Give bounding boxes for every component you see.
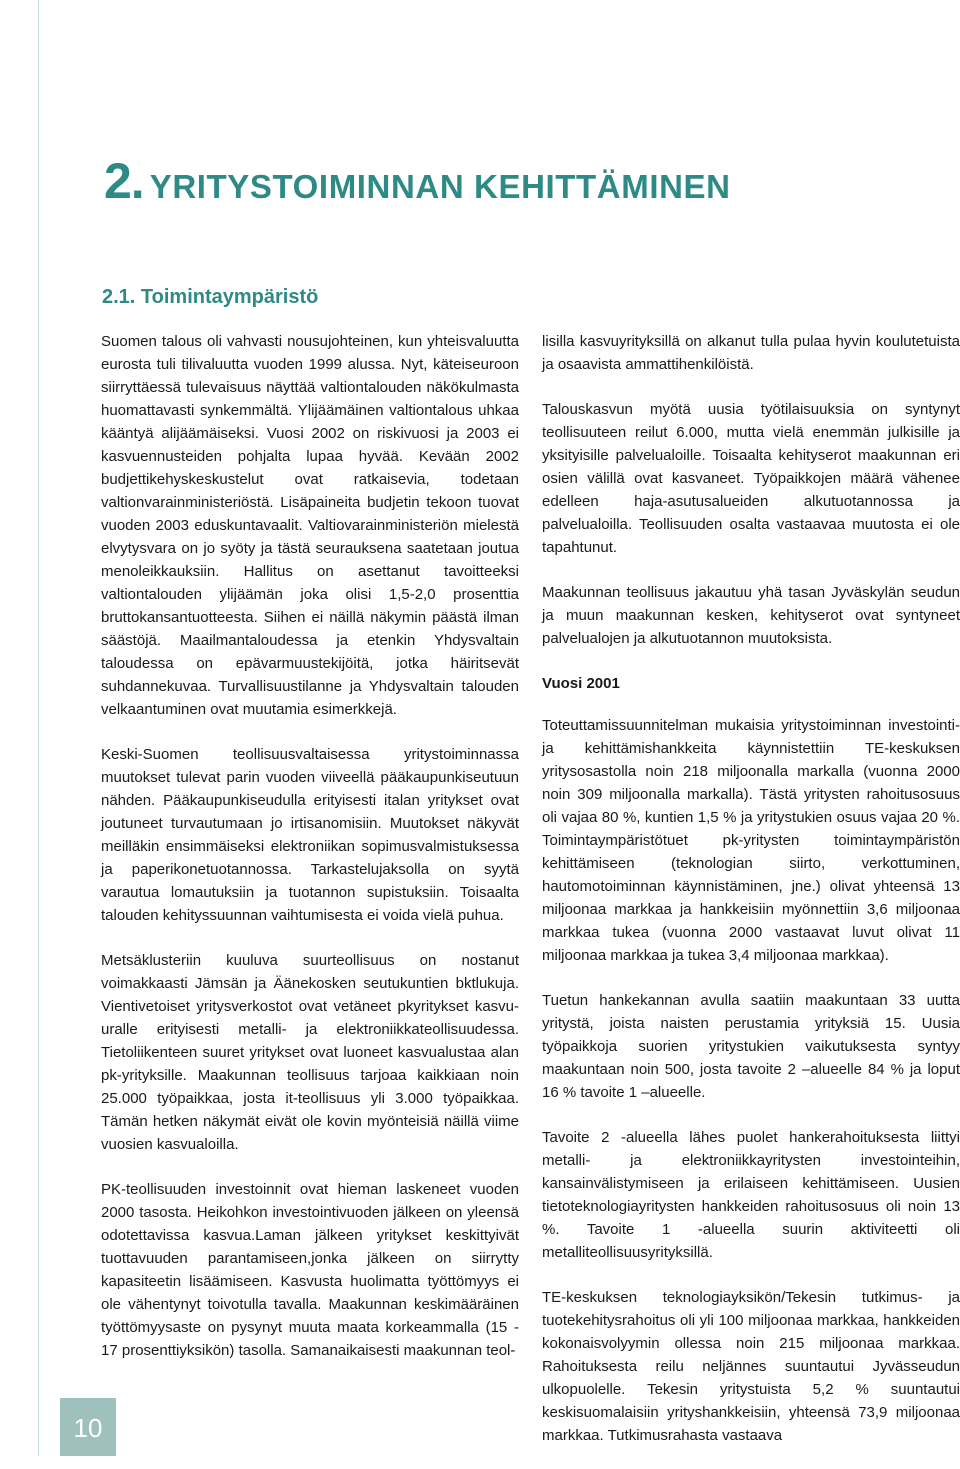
paragraph: Toteuttamissuunnitelman mukaisia yritystoiminnan investointi- ja kehittämishankkeita käynnistettiin TE-keskuksen yritysosastolla noin 218 miljoonalla markalla (vuonna 2000 noin 309 miljoonalla markalla). Tästä yritysten rahoitusosuus oli vajaa 80 %, kuntien 1,5 % ja yritystukien osuus vajaa 20 %. Toimintaympäristötuet pk-yritysten toimintaympäristön kehittämiseen (teknologian siirto, verkottuminen, hautomotoiminnan käynnistäminen, jne.) olivat yhteensä 13 miljoonaa markkaa ja hankkeisiin myönnettiin 3,6 miljoonaa markkaa tukea (vuonna 2000 vastaavat luvut olivat 11 miljoonaa markkaa ja tukea 3,4 miljoonaa markkaa). bbox=[542, 717, 960, 964]
chapter-heading bbox=[104, 152, 731, 210]
paragraph: Tavoite 2 -alueella lähes puolet hankerahoituksesta liittyi metalli- ja elektroniikkayritysten investointeihin, kansainvälistymiseen ja erilaiseen kehittämiseen. Uusien tietoteknologiayritysten hankkeiden rahoitusosuus oli noin 13 %. Tavoite 1 -alueella suurin aktiviteetti oli metalliteollisuusyrityksillä. bbox=[542, 1129, 960, 1261]
page-margin-rule bbox=[0, 0, 39, 1456]
left-column bbox=[101, 330, 519, 1384]
paragraph: lisilla kasvuyrityksillä on alkanut tulla pulaa hyvin koulutetuista ja osaavista ammattihenkilöistä. bbox=[542, 333, 960, 373]
subheading-year: Vuosi 2001 bbox=[542, 675, 620, 692]
page-number: 10 bbox=[60, 1398, 116, 1456]
paragraph: PK-teollisuuden investoinnit ovat hieman laskeneet vuoden 2000 tasosta. Heikohkon investointivuoden jälkeen on yleensä odotettavissa kasvua.Laman jälkeen yritykset keskittyivät tuottavuuden parantamiseen,jonka jälkeen on siirrytty kapasiteetin lisäämiseen. Kasvusta huolimatta työttömyys ei ole vähentynyt toivotulla tavalla. Maakunnan keskimääräinen työttömyysaste on pysynyt muuta maata korkeammalla (15 - 17 prosenttiyksikön) tasolla. Samanaikaisesti maakunnan teol- bbox=[101, 1181, 519, 1359]
chapter-number: 2. bbox=[104, 153, 144, 209]
section-title: 2.1. Toimintaympäristö bbox=[102, 286, 319, 308]
paragraph: Metsäklusteriin kuuluva suurteollisuus on nostanut voimakkaasti Jämsän ja Äänekosken seutukuntien bktlukuja. Vientivetoiset yritysverkostot ovat vetäneet pkyritykset kasvu-uralle erityisesti metalli- ja elektroniikkateollisuudessa. Tietoliikenteen suuret yritykset ovat luoneet kasvualustaa alan pk-yrityksille. Maakunnan teollisuus tarjoaa kaikkiaan noin 25.000 työpaikkaa, josta it-teollisuus yli 3.000 työpaikkaa. Tämän hetken näkymät eivät ole kovin myönteisiä näillä viime vuosien kasvualoilla. bbox=[101, 952, 519, 1153]
right-column bbox=[542, 330, 960, 1469]
paragraph: Maakunnan teollisuus jakautuu yhä tasan Jyväskylän seudun ja muun maakunnan kesken, kehityserot ovat syntyneet palvelualojen ja alkutuotannon muutoksista. bbox=[542, 584, 960, 647]
paragraph: Talouskasvun myötä uusia työtilaisuuksia on syntynyt teollisuuteen reilut 6.000, mutta vielä enemmän julkisille ja yksityisille palvelualoille. Toisaalta kehityserot maakunnan eri osien välillä ovat kasvaneet. Työpaikkojen määrä vähenee edelleen haja-asutusalueiden alkutuotannossa ja palvelualoilla. Teollisuuden osalta vastaavaa muutosta ei ole tapahtunut. bbox=[542, 401, 960, 556]
paragraph: Suomen talous oli vahvasti nousujohteinen, kun yhteisvaluutta eurosta tuli tilivaluutta vuoden 1999 alussa. Nyt, käteiseuroon siirryttäessä tulevaisuus näyttää valtiontalouden näkökulmasta huomattavasti synkemmältä. Ylijäämäinen valtiontalous uhkaa kääntyä alijäämäiseksi. Vuosi 2002 on riskivuosi ja 2003 ei kasvuennusteiden pohjalta lupaa hyvää. Kevään 2002 budjettikehyskeskustelut ovat ratkaisevia, todetaan valtionvarainministeriöstä. Lisäpaineita budjetin tekoon tuovat vuoden 2003 eduskuntavaalit. Valtiovarainministeriön mielestä elvytysvara on jo syöty ja tästä seurauksena saatetaan joutua menoleikkauksiin. Hallitus on asettanut tavoitteeksi valtiontalouden ylijäämän joka olisi 1,5-2,0 prosenttia bruttokansantuotteesta. Siihen ei näillä näkymin päästä ilman säästöjä. Maailmantaloudessa ja etenkin Yhdysvaltain taloudessa on epävarmuustekijöitä, jotka häiritsevät suhdannekuvaa. Turvallisuustilanne ja Yhdysvaltain talouden velkaantuminen ovat muutamia esimerkkejä. bbox=[101, 333, 519, 718]
chapter-title: YRITYSTOIMINNAN KEHITTÄMINEN bbox=[149, 168, 731, 205]
paragraph: TE-keskuksen teknologiayksikön/Tekesin tutkimus- ja tuotekehitysrahoitus oli yli 100 miljoonaa markkaa, hankkeiden kokonaisvolyymin ollessa noin 215 miljoonaa markkaa. Rahoituksesta reilu neljännes suuntautui Jyvässeudun ulkopuolelle. Tekesin yritystuista 5,2 % suuntautui keskisuomalaisiin yrityshankkeisiin, yhteensä 73,9 miljoonaa markkaa. Tutkimusrahasta vastaava bbox=[542, 1289, 960, 1444]
paragraph: Keski-Suomen teollisuusvaltaisessa yritystoiminnassa muutokset tulevat parin vuoden viiveellä pääkaupunkiseutuun nähden. Pääkaupunkiseudulla erityisesti italan yritykset ovat joutuneet turvautumaan jo irtisanomisiin. Muutokset näkyvät meilläkin ensimmäiseksi elektroniikan sopimusvalmistuksessa ja paperikonetuotannossa. Tarkastelujaksolla on syytä varautua lomautuksiin ja tuotannon supistuksiin. Toisaalta talouden kehityssuunnan vaihtumisesta ei voida vielä puhua. bbox=[101, 746, 519, 924]
paragraph: Tuetun hankekannan avulla saatiin maakuntaan 33 uutta yritystä, joista naisten perustamia yrityksiä 15. Uusia työpaikkoja suorien yritystukien vaikutuksesta syntyy maakuntaan noin 500, josta tavoite 2 –alueelle 84 % ja loput 16 % tavoite 1 –alueelle. bbox=[542, 992, 960, 1101]
